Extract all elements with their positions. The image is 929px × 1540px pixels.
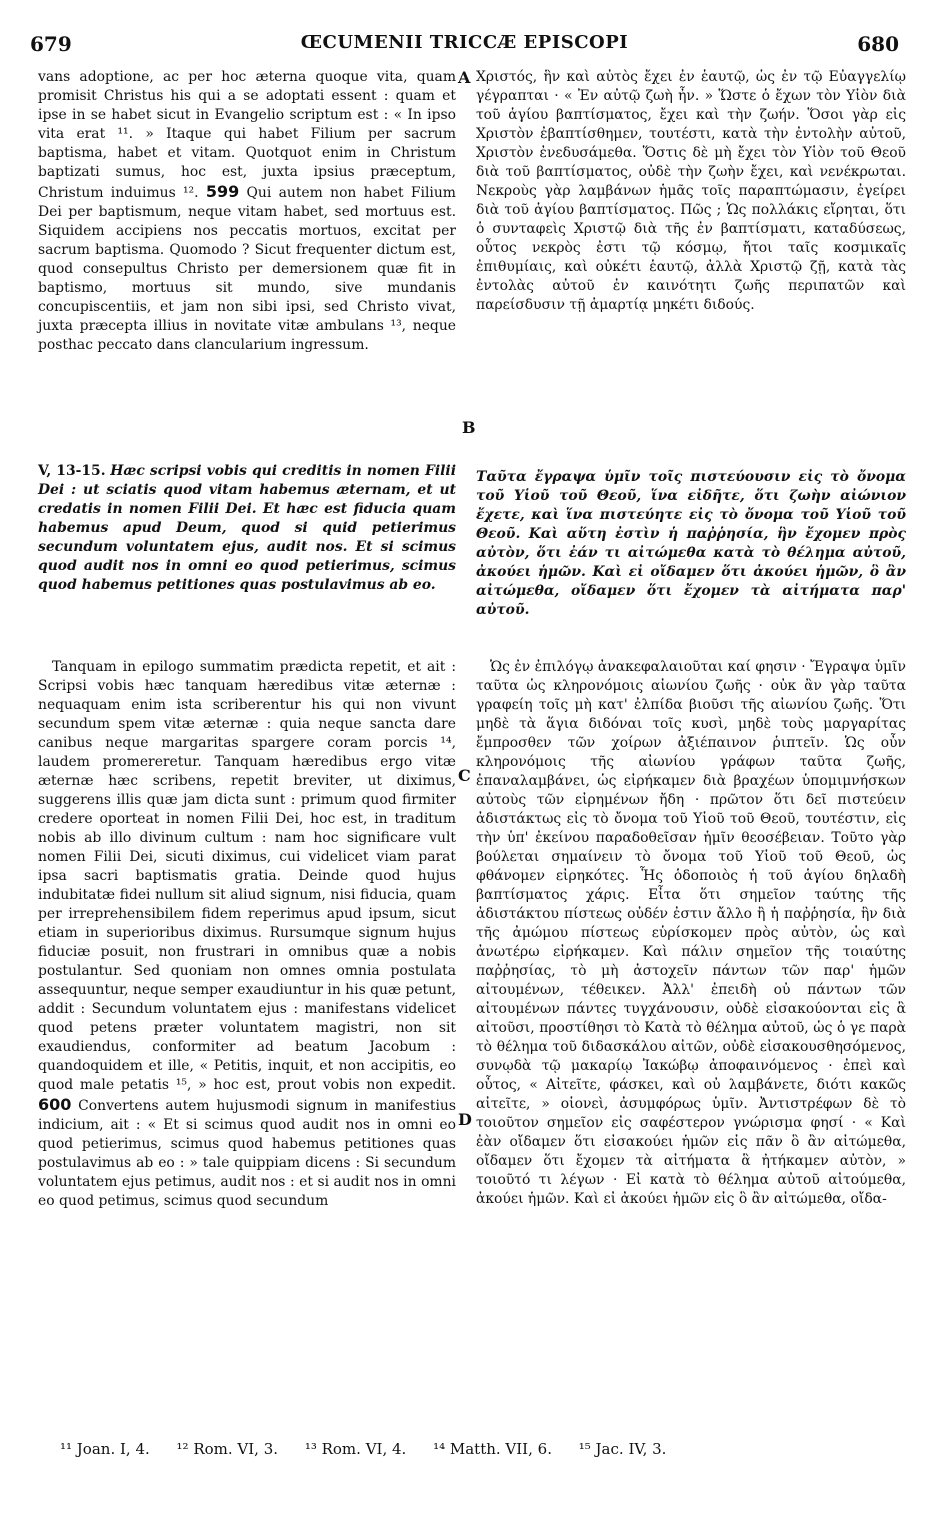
page-marker-599: 599 — [205, 182, 240, 201]
footnote: ¹² Rom. VI, 3. — [176, 1440, 279, 1458]
greek-text-top: Χριστός, ἣν καὶ αὐτὸς ἔχει ἐν ἑαυτῷ, ὡς ἐν τῷ Εὐαγγελίῳ γέγραπται · « Ἐν αὐτῷ ζωὴ ἦν. » Ὥστε ὁ ἔχων τὸν Υἱὸν διὰ τοῦ ἁγίου βαπτίσματος, ἔχει καὶ τὴν ζωήν. Ὅσοι γὰρ εἰς Χριστὸν ἐβαπτίσθημεν, τουτέστι, κατὰ τὴν ἐντολὴν αὐτοῦ, Χριστὸν ἐνεδυσάμεθα. Ὅστις δὲ μὴ ἔχει τὸν Υἱὸν τοῦ Θεοῦ διὰ τοῦ βαπτίσματος, οὐδὲ τὴν ζωὴν ἔχει, καὶ νενέκρωται. Νεκροὺς γὰρ λαμβάνων ἡμᾶς τοῖς παραπτώμασιν, ἐγείρει διὰ τοῦ ἁγίου βαπτίσματος. Πῶς ; Ὡς πολλάκις εἴρηται, ὅτι ὁ συνταφεὶς Χριστῷ διὰ τῆς ἐν βαπτίσματι, καταδύσεως, οὗτος νεκρὸς ἐστι τῷ κόσμῳ, ἤτοι ταῖς κοσμικαῖς ἐπιθυμίαις, καὶ οὐκέτι ἑαυτῷ, ἀλλὰ Χριστῷ ζῇ, κατὰ τὰς ἐντολὰς αὐτοῦ ἐν καινότητι ζωῆς περιπατῶν καὶ παρείσδυσιν τῇ ἁμαρτίᾳ μηκέτι διδούς. — [476, 69, 906, 313]
latin-text-before-599: vans adoptione, ac per hoc æterna quoque vita, quam promisit Christus his qui a se adoptati essent : quam et ipse in se habet sicut in Evangelio scriptum est : « In ipso vita erat ¹¹. » Itaque qui habet Filium per sacrum baptisma, habet et vitam. Quotquot enim in Christum baptizati sumus, hoc est, juxta ipsius præceptum, Christum induimus ¹². — [38, 69, 456, 201]
margin-letter-d: D — [458, 1110, 472, 1129]
margin-letter-b: B — [462, 418, 476, 437]
running-title: ŒCUMENII TRICCÆ EPISCOPI — [300, 32, 629, 53]
greek-column-bottom — [476, 658, 906, 1209]
footnote: ¹³ Rom. VI, 4. — [304, 1440, 407, 1458]
margin-letter-a: A — [458, 68, 471, 87]
verse-reference: V, 13-15. — [38, 463, 106, 479]
latin-text-after-599: Qui autem non habet Filium Dei per baptismum, neque vitam habet, sed mortuus est. Siquidem accipiens nos peccatis mortuos, excitat per sacrum baptisma. Quomodo ? Sicut frequenter dictum est, quod consepultus Christo per demersionem quæ fit in baptismo, mortuus sit mundo, sive mundanis concupiscentiis, et jam non sibi ipsi, sed Christo vivat, juxta præcepta illius in novitate vitæ ambulans ¹³, neque posthac peccato dans clancularium ingressum. — [38, 185, 456, 353]
footnote: ¹⁵ Jac. IV, 3. — [578, 1440, 667, 1458]
latin-text-after-600: Convertens autem hujusmodi signum in manifestius indicium, ait : « Et si scimus quod audit nos in omni eo quod petierimus, scimus quod habemus petitiones quas postulavimus ab eo : » tale quippiam dicens : Si secundum voluntatem ejus petimus, audit nos : et si audit nos in omni eo quod petimus, scimus quod secundum — [38, 1098, 456, 1209]
greek-column-top — [476, 68, 906, 315]
greek-verse-block — [476, 468, 906, 620]
greek-verse-text: Ταῦτα ἔγραψα ὑμῖν τοῖς πιστεύουσιν εἰς τὸ ὄνομα τοῦ Υἱοῦ τοῦ Θεοῦ, ἵνα εἰδῆτε, ὅτι ζωὴν αἰώνιον ἔχετε, καὶ ἵνα πιστεύητε εἰς τὸ ὄνομα τοῦ Υἱοῦ τοῦ Θεοῦ. Καὶ αὕτη ἐστὶν ἡ παῤῥησία, ἣν ἔχομεν πρὸς αὐτὸν, ὅτι ἐάν τι αἰτώμεθα κατὰ τὸ θέλημα αὐτοῦ, ἀκούει ἡμῶν. Καὶ εἰ οἴδαμεν ὅτι ἀκούει ἡμῶν, ὃ ἂν αἰτώμεθα, οἴδαμεν ὅτι ἔχομεν τὰ αἰτήματα παρ' αὐτοῦ. — [476, 469, 906, 618]
latin-column-top — [38, 68, 456, 355]
latin-text-before-600: Tanquam in epilogo summatim prædicta repetit, et ait : Scripsi vobis hæc tanquam hæredibus vitæ æternæ : nequaquam enim ista scriberentur his qui non vivunt secundum spem vitæ æternæ : quia neque sancta dare canibus neque margaritas spargere coram porcis ¹⁴, laudem promereretur. Tanquam hæredibus ergo vitæ æternæ hæc scribens, repetit breviter, ut diximus, suggerens illis quæ jam dicta sunt : primum quod firmiter credere oporteat in nomen Filii Dei, hoc est, in traditum nobis ab illo divinum cultum : nam hoc significare vult nomen Filii Dei, sicuti diximus, cui videlicet viam parat ipsa sacri baptismatis gratia. Deinde quod hujus indubitatæ fidei nullum sit aliud signum, nisi fiducia, quam per irreprehensibilem fidem reperimus apud ipsum, sicut etiam in superioribus diximus. Rursumque signum hujus fiduciæ posuit, non frustrari in omnibus quæ a nobis postulantur. Sed quoniam non omnes omnia postulata assequuntur, neque semper exaudiuntur in his quæ petunt, addit : Secundum voluntatem ejus : manifestans videlicet quod petens præter voluntatem magistri, non sit exaudiendus, conformiter ad beatum Jacobum : quandoquidem et ille, « Petitis, inquit, et non accipitis, eo quod male petatis ¹⁵, » hoc est, prout vobis non expedit. — [38, 659, 457, 1093]
latin-column-bottom — [38, 658, 456, 1211]
footnote: ¹¹ Joan. I, 4. — [60, 1440, 150, 1458]
page-number-right: 680 — [857, 32, 899, 56]
latin-verse-block — [38, 462, 456, 595]
page-marker-600: 600 — [38, 1095, 72, 1114]
greek-text-bottom: Ὡς ἐν ἐπιλόγῳ ἀνακεφαλαιοῦται καί φησιν · Ἔγραψα ὑμῖν ταῦτα ὡς κληρονόμοις αἰωνίου ζωῆς · οὐκ ἂν γὰρ ταῦτα γραφείη τοῖς μὴ κατ' ἐλπίδα βιοῦσι τῆς αἰωνίου ζωῆς. Ὅτι μηδὲ τὰ ἅγια διδόναι τοῖς κυσὶ, μηδὲ τοὺς μαργαρίτας ἔμπροσθεν τῶν χοίρων ἀξιέπαινον ῥιπτεῖν. Ὡς οὖν κληρονόμοις τῆς αἰωνίου γράφων ταῦτα ζωῆς, ἐπαναλαμβάνει, ὡς εἰρήκαμεν διὰ βραχέων ὑπομιμνήσκων αὐτοὺς τῶν εἰρημένων ἤδη · πρῶτον ὅτι δεῖ πιστεύειν ἀδιστάκτως εἰς τὸ ὄνομα τοῦ Υἱοῦ τοῦ Θεοῦ, τουτέστιν, εἰς τὴν ὑπ' ἐκείνου παραδοθεῖσαν ἡμῖν θεοσέβειαν. Τοῦτο γὰρ βούλεται σημαίνειν τὸ ὄνομα τοῦ Υἱοῦ τοῦ Θεοῦ, ὡς φθάνομεν εἰρηκότες. Ἧς ὁδοποιὸς ἡ τοῦ ἁγίου δηλαδὴ βαπτίσματος χάρις. Εἶτα ὅτι σημεῖον ταύτης τῆς ἀδιστάκτου πίστεως οὐδέν ἐστιν ἄλλο ἢ ἡ παῤῥησία, ἣν διὰ τῆς ἀμώμου πίστεως εὑρίσκομεν πρὸς αὐτὸν, ὡς καὶ ἀνωτέρω εἰρήκαμεν. Καὶ πάλιν σημεῖον τῆς τοιαύτης παῤῥησίας, τὸ μὴ ἀστοχεῖν πάντων τῶν παρ' ἡμῶν αἰτουμένων, τέθεικεν. Ἀλλ' ἐπειδὴ οὐ πάντων τῶν αἰτουμένων πάντες τυγχάνουσιν, οὐδὲ εἰσακούονται εἰς ἃ αἰτοῦσι, προστίθησι τὸ Κατὰ τὸ θέλημα αὐτοῦ, ὡς ὁ γε παρὰ τὸ θέλημα τοῦ διδασκάλου αἰτῶν, οὐδὲ εἰσακουσθησόμενος, συνῳδὰ τῷ μακαρίῳ Ἰακώβῳ ἀποφαινόμενος · ἐπεὶ καὶ οὗτος, « Αἰτεῖτε, φάσκει, καὶ οὐ λαμβάνετε, διότι κακῶς αἰτεῖτε, » οἱονεὶ, ἀσυμφόρως ὑμῖν. Ἀντιστρέφων δὲ τὸ τοιοῦτον σημεῖον εἰς σαφέστερον γνώρισμα φησί · « Καὶ ἐὰν οἴδαμεν ὅτι εἰσακούει ἡμῶν εἰς πᾶν ὃ ἂν αἰτώμεθα, οἴδαμεν ὅτι ἔχομεν τὰ αἰτήματα ἃ ἠτήκαμεν αὐτὸν, » τοιοῦτό τι λέγων · Εἰ κατὰ τὸ θέλημα αὐτοῦ αἰτούμεθα, ἀκούει ἡμῶν. Καὶ εἰ ἀκούει ἡμῶν εἰς ὃ ἂν αἰτώμεθα, οἴδα- — [476, 659, 906, 1207]
margin-letter-c: C — [458, 766, 471, 785]
running-header — [30, 32, 899, 56]
page-number-left: 679 — [30, 32, 72, 56]
footnotes — [60, 1440, 889, 1458]
latin-verse-text: Hæc scripsi vobis qui creditis in nomen Filii Dei : ut sciatis quod vitam habemus æternam, et ut credatis in nomen Filii Dei. Et hæc est fiducia quam habemus apud Deum, quod si quid petierimus secundum voluntatem ejus, audit nos. Et si scimus quod audit nos in omni eo quod petierimus, scimus quod habemus petitiones quas postulavimus ab eo. — [38, 463, 456, 593]
footnote: ¹⁴ Matth. VII, 6. — [433, 1440, 552, 1458]
